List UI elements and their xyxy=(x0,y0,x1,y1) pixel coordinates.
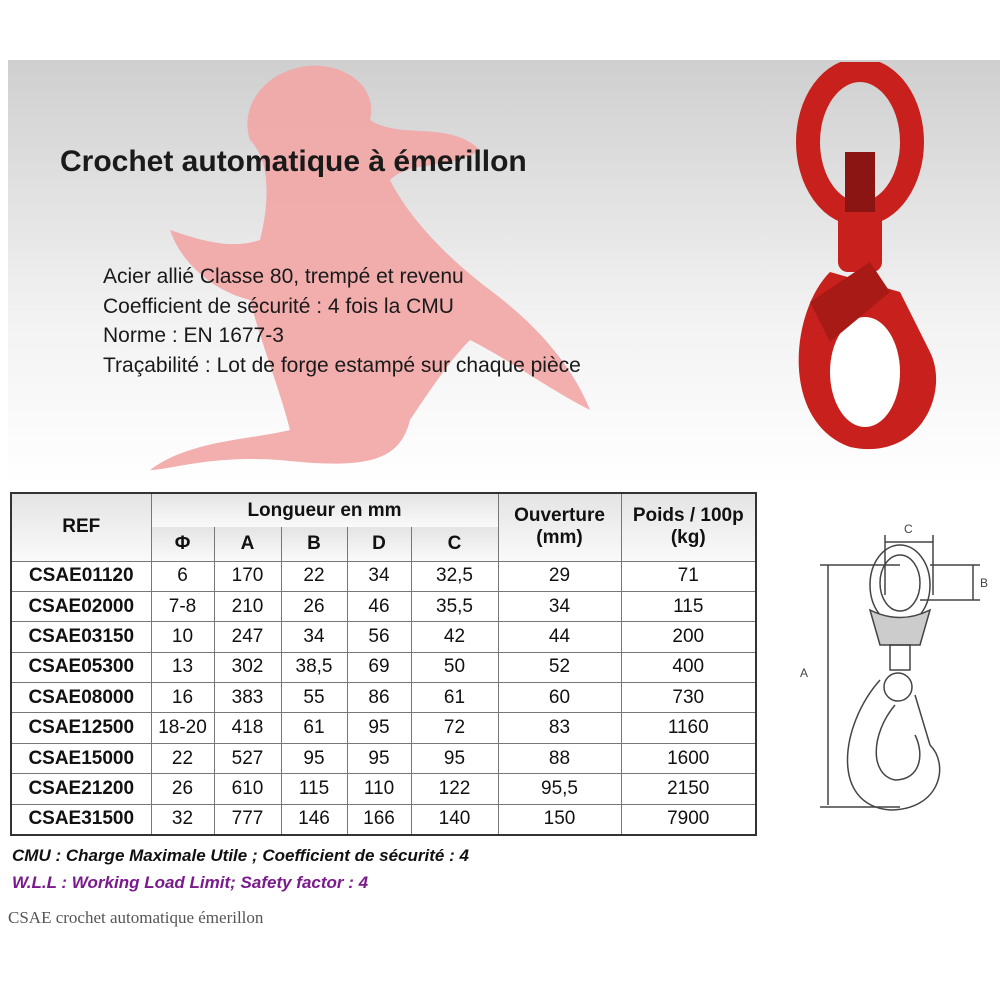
table-cell: 146 xyxy=(281,804,347,834)
table-cell: 95 xyxy=(281,743,347,773)
table-cell: 150 xyxy=(498,804,621,834)
table-cell: 10 xyxy=(151,622,214,652)
cell-ref: CSAE21200 xyxy=(11,774,151,804)
cell-ref: CSAE03150 xyxy=(11,622,151,652)
table-cell: 56 xyxy=(347,622,411,652)
table-cell: 140 xyxy=(411,804,498,834)
table-cell: 22 xyxy=(281,561,347,591)
table-cell: 95 xyxy=(411,743,498,773)
table-cell: 32 xyxy=(151,804,214,834)
table-cell: 61 xyxy=(281,713,347,743)
table-cell: 610 xyxy=(214,774,281,804)
specifications-table xyxy=(10,492,757,836)
cell-ref: CSAE12500 xyxy=(11,713,151,743)
table-cell: 44 xyxy=(498,622,621,652)
table-cell: 72 xyxy=(411,713,498,743)
table-cell: 61 xyxy=(411,683,498,713)
spec-item: Traçabilité : Lot de forge estampé sur chaque pièce xyxy=(103,353,581,377)
table-cell: 26 xyxy=(151,774,214,804)
table-row xyxy=(11,652,756,682)
page-title: Crochet automatique à émerillon xyxy=(60,145,527,178)
image-caption: CSAE crochet automatique émerillon xyxy=(8,908,264,927)
table-cell: 302 xyxy=(214,652,281,682)
table-cell: 83 xyxy=(498,713,621,743)
table-cell: 95,5 xyxy=(498,774,621,804)
table-cell: 34 xyxy=(498,591,621,621)
cell-ref: CSAE01120 xyxy=(11,561,151,591)
table-cell: 7-8 xyxy=(151,591,214,621)
table-cell: 418 xyxy=(214,713,281,743)
label-b: B xyxy=(980,576,989,590)
notes xyxy=(12,842,469,896)
hook-dimension-diagram xyxy=(790,505,1000,825)
table-cell: 29 xyxy=(498,561,621,591)
table-row xyxy=(11,561,756,591)
table-cell: 730 xyxy=(621,683,756,713)
table-cell: 210 xyxy=(214,591,281,621)
table-cell: 60 xyxy=(498,683,621,713)
header-phi: Φ xyxy=(151,527,214,561)
table-row xyxy=(11,683,756,713)
cell-ref: CSAE05300 xyxy=(11,652,151,682)
table-cell: 122 xyxy=(411,774,498,804)
table-cell: 777 xyxy=(214,804,281,834)
table-cell: 170 xyxy=(214,561,281,591)
table-cell: 55 xyxy=(281,683,347,713)
header-d: D xyxy=(347,527,411,561)
table-row xyxy=(11,622,756,652)
cell-ref: CSAE02000 xyxy=(11,591,151,621)
spec-item: Norme : EN 1677-3 xyxy=(103,324,284,347)
table-cell: 38,5 xyxy=(281,652,347,682)
header-c: C xyxy=(411,527,498,561)
table-cell: 86 xyxy=(347,683,411,713)
table-cell: 2150 xyxy=(621,774,756,804)
header-poids: Poids / 100p (kg) xyxy=(621,493,756,561)
header-a: A xyxy=(214,527,281,561)
cell-ref: CSAE08000 xyxy=(11,683,151,713)
note-wll: W.L.L : Working Load Limit; Safety factor : 4 xyxy=(12,873,369,892)
table-cell: 95 xyxy=(347,743,411,773)
table-cell: 200 xyxy=(621,622,756,652)
table-cell: 50 xyxy=(411,652,498,682)
note-cmu: CMU : Charge Maximale Utile ; Coefficient de sécurité : 4 xyxy=(12,846,469,865)
table-cell: 71 xyxy=(621,561,756,591)
table-row xyxy=(11,743,756,773)
table-cell: 13 xyxy=(151,652,214,682)
table-cell: 1160 xyxy=(621,713,756,743)
label-c: C xyxy=(904,522,913,536)
table-cell: 32,5 xyxy=(411,561,498,591)
table-cell: 26 xyxy=(281,591,347,621)
table-cell: 52 xyxy=(498,652,621,682)
table-row xyxy=(11,774,756,804)
hook-photo xyxy=(790,62,950,472)
table-cell: 35,5 xyxy=(411,591,498,621)
header-ouverture: Ouverture (mm) xyxy=(498,493,621,561)
table-cell: 400 xyxy=(621,652,756,682)
table-cell: 95 xyxy=(347,713,411,743)
header-ref: REF xyxy=(11,493,151,561)
table-cell: 383 xyxy=(214,683,281,713)
table-row xyxy=(11,804,756,834)
table-cell: 115 xyxy=(621,591,756,621)
spec-item: Coefficient de sécurité : 4 fois la CMU xyxy=(103,294,454,318)
table-cell: 6 xyxy=(151,561,214,591)
table-cell: 527 xyxy=(214,743,281,773)
table-cell: 7900 xyxy=(621,804,756,834)
table-cell: 42 xyxy=(411,622,498,652)
table-cell: 46 xyxy=(347,591,411,621)
table-cell: 1600 xyxy=(621,743,756,773)
cell-ref: CSAE31500 xyxy=(11,804,151,834)
header-longueur: Longueur en mm xyxy=(151,493,498,527)
table-cell: 34 xyxy=(347,561,411,591)
table-row xyxy=(11,591,756,621)
table-row xyxy=(11,713,756,743)
table-cell: 115 xyxy=(281,774,347,804)
table-cell: 110 xyxy=(347,774,411,804)
table-cell: 16 xyxy=(151,683,214,713)
spec-item: Acier allié Classe 80, trempé et revenu xyxy=(103,265,464,288)
table-cell: 247 xyxy=(214,622,281,652)
table-cell: 18-20 xyxy=(151,713,214,743)
table-cell: 22 xyxy=(151,743,214,773)
table-cell: 34 xyxy=(281,622,347,652)
spec-list xyxy=(103,262,581,380)
header-b: B xyxy=(281,527,347,561)
table-cell: 166 xyxy=(347,804,411,834)
label-a: A xyxy=(800,666,809,680)
table-cell: 88 xyxy=(498,743,621,773)
cell-ref: CSAE15000 xyxy=(11,743,151,773)
table-cell: 69 xyxy=(347,652,411,682)
